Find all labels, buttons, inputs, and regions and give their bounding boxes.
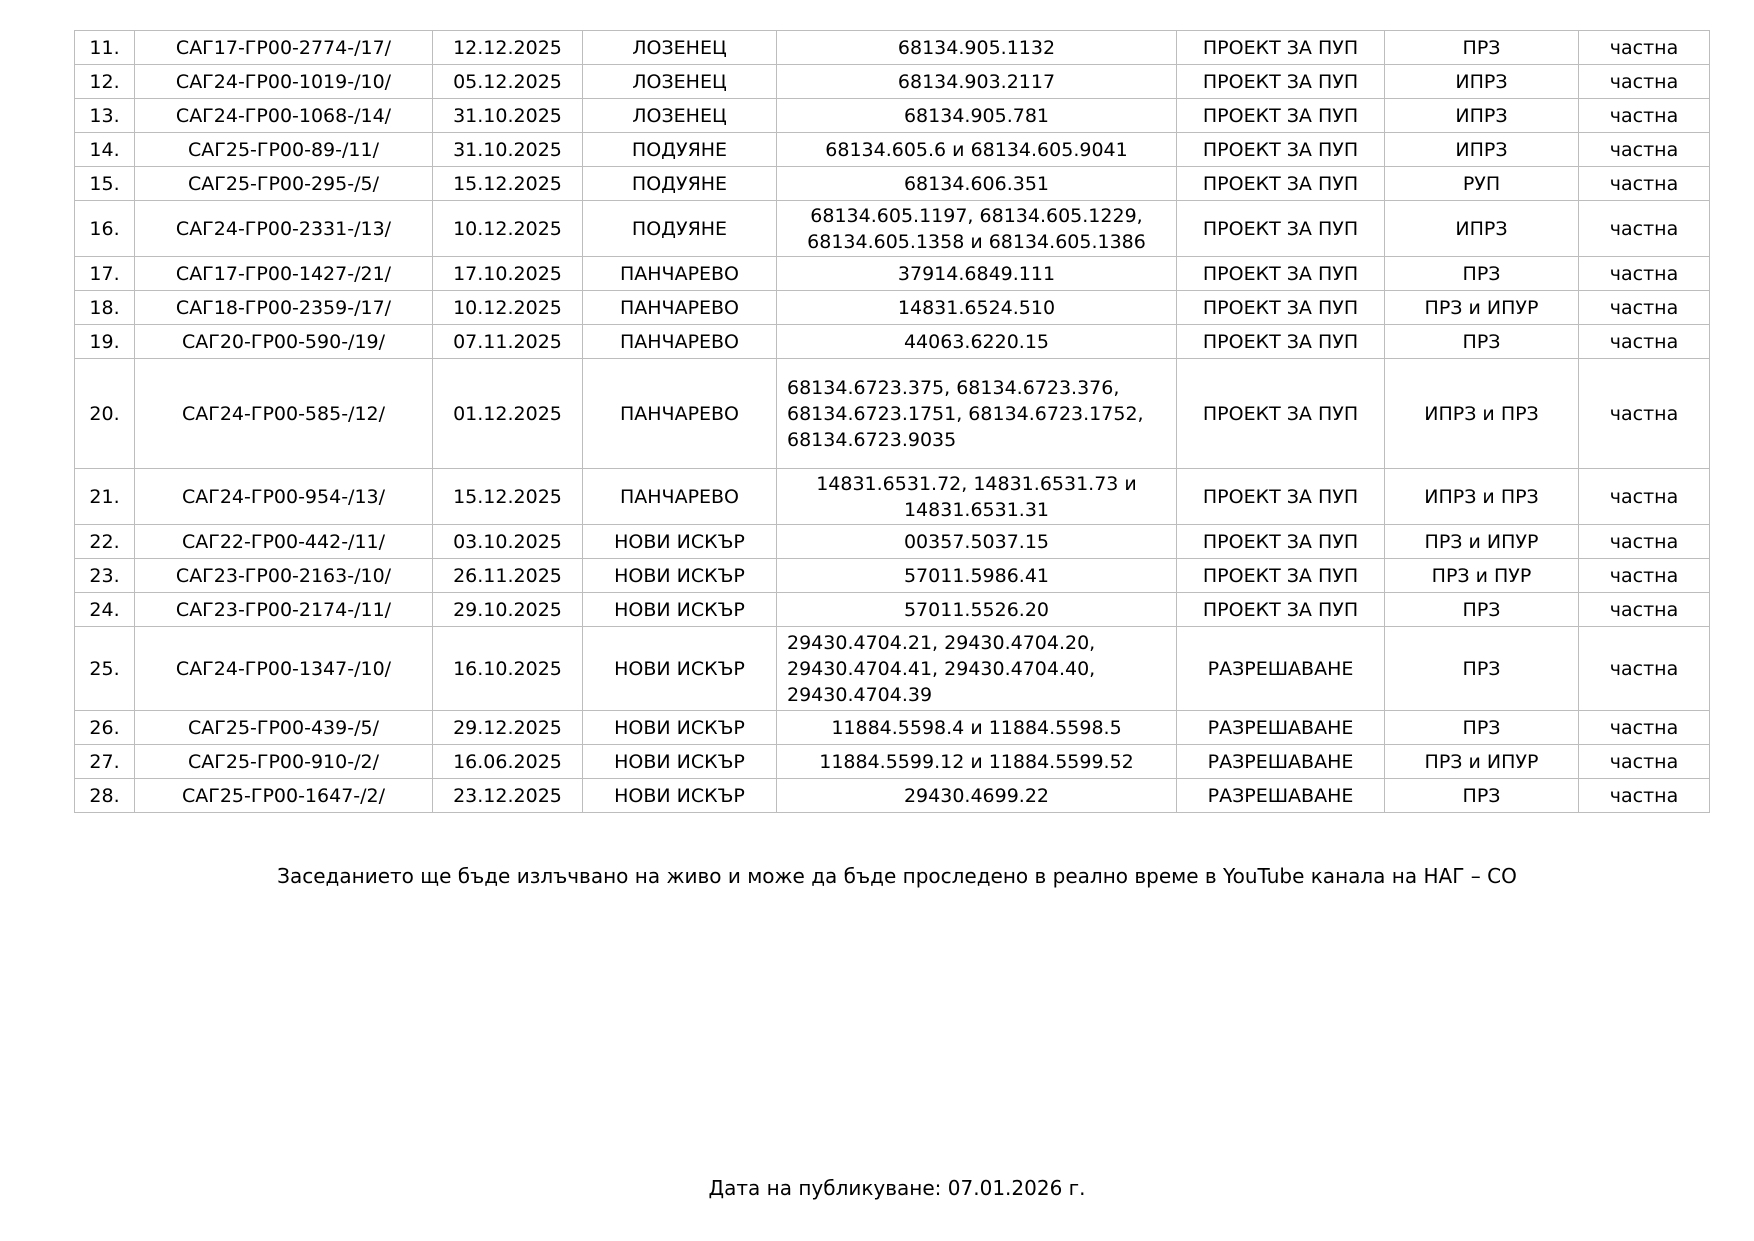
row-number-cell: 20. [75,359,135,469]
file-number-cell: САГ25-ГР00-439-/5/ [135,711,433,745]
table-row [75,291,1710,325]
date-cell: 29.12.2025 [433,711,583,745]
district-cell: ПАНЧАРЕВО [583,359,777,469]
ownership-cell: частна [1579,745,1710,779]
district-cell: НОВИ ИСКЪР [583,593,777,627]
ownership-cell: частна [1579,325,1710,359]
plot-line: 44063.6220.15 [903,330,1050,353]
table-row [75,745,1710,779]
plan-type-cell: ПРЗ [1385,779,1579,813]
row-number-cell: 11. [75,31,135,65]
plot-line: 14831.6531.31 [903,498,1050,521]
plots-cell [777,325,1177,359]
district-cell: НОВИ ИСКЪР [583,711,777,745]
district-cell: ПАНЧАРЕВО [583,291,777,325]
plot-line: 11884.5598.4 и 11884.5598.5 [831,716,1122,739]
publication-date: Дата на публикуване: 07.01.2026 г. [708,1176,1086,1200]
stage-cell: ПРОЕКТ ЗА ПУП [1177,291,1385,325]
table-row [75,627,1710,711]
plot-line: 68134.605.1358 и 68134.605.1386 [807,230,1146,253]
agenda-table [74,30,1710,813]
plot-line: 68134.6723.9035 [787,428,957,451]
date-cell: 29.10.2025 [433,593,583,627]
plan-type-cell: ПРЗ и ИПУР [1385,291,1579,325]
row-number-cell: 18. [75,291,135,325]
plan-type-cell: ПРЗ и ИПУР [1385,745,1579,779]
ownership-cell: частна [1579,167,1710,201]
ownership-cell: частна [1579,559,1710,593]
date-cell: 23.12.2025 [433,779,583,813]
plot-line: 68134.605.1197, 68134.605.1229, [810,204,1143,227]
table-row [75,325,1710,359]
district-cell: ПАНЧАРЕВО [583,257,777,291]
stage-cell: ПРОЕКТ ЗА ПУП [1177,257,1385,291]
row-number-cell: 23. [75,559,135,593]
plan-type-cell: РУП [1385,167,1579,201]
plot-line: 29430.4704.41, 29430.4704.40, [787,657,1096,680]
plot-line: 37914.6849.111 [897,262,1056,285]
ownership-cell: частна [1579,257,1710,291]
date-cell: 07.11.2025 [433,325,583,359]
stage-cell: ПРОЕКТ ЗА ПУП [1177,31,1385,65]
ownership-cell: частна [1579,133,1710,167]
row-number-cell: 14. [75,133,135,167]
plot-line: 29430.4704.39 [787,683,933,706]
stage-cell: ПРОЕКТ ЗА ПУП [1177,167,1385,201]
plan-type-cell: ПРЗ [1385,325,1579,359]
plots-cell [777,745,1177,779]
plots-cell [777,257,1177,291]
district-cell: НОВИ ИСКЪР [583,745,777,779]
file-number-cell: САГ18-ГР00-2359-/17/ [135,291,433,325]
file-number-cell: САГ24-ГР00-954-/13/ [135,469,433,525]
table-row [75,257,1710,291]
date-cell: 26.11.2025 [433,559,583,593]
row-number-cell: 25. [75,627,135,711]
date-cell: 15.12.2025 [433,469,583,525]
row-number-cell: 13. [75,99,135,133]
date-cell: 10.12.2025 [433,291,583,325]
stage-cell: РАЗРЕШАВАНЕ [1177,779,1385,813]
agenda-table-body [75,31,1710,813]
ownership-cell: частна [1579,469,1710,525]
file-number-cell: САГ25-ГР00-295-/5/ [135,167,433,201]
date-cell: 16.10.2025 [433,627,583,711]
plot-line: 68134.6723.375, 68134.6723.376, [787,376,1120,399]
stage-cell: ПРОЕКТ ЗА ПУП [1177,593,1385,627]
plot-line: 57011.5986.41 [903,564,1050,587]
table-row [75,31,1710,65]
plots-cell [777,99,1177,133]
row-number-cell: 17. [75,257,135,291]
row-number-cell: 15. [75,167,135,201]
plot-line: 00357.5037.15 [903,530,1050,553]
date-cell: 10.12.2025 [433,201,583,257]
stage-cell: ПРОЕКТ ЗА ПУП [1177,525,1385,559]
stage-cell: ПРОЕКТ ЗА ПУП [1177,469,1385,525]
row-number-cell: 27. [75,745,135,779]
plan-type-cell: ПРЗ [1385,257,1579,291]
plan-type-cell: ИПРЗ [1385,65,1579,99]
plot-line: 14831.6524.510 [897,296,1056,319]
file-number-cell: САГ23-ГР00-2163-/10/ [135,559,433,593]
table-row [75,133,1710,167]
plan-type-cell: ПРЗ [1385,627,1579,711]
table-row [75,65,1710,99]
stage-cell: ПРОЕКТ ЗА ПУП [1177,559,1385,593]
district-cell: НОВИ ИСКЪР [583,525,777,559]
table-row [75,99,1710,133]
plots-cell [777,711,1177,745]
ownership-cell: частна [1579,201,1710,257]
plan-type-cell: ИПРЗ и ПРЗ [1385,359,1579,469]
ownership-cell: частна [1579,627,1710,711]
plot-line: 57011.5526.20 [903,598,1050,621]
plots-cell [777,133,1177,167]
plan-type-cell: ПРЗ и ИПУР [1385,525,1579,559]
file-number-cell: САГ25-ГР00-910-/2/ [135,745,433,779]
table-row [75,559,1710,593]
stage-cell: ПРОЕКТ ЗА ПУП [1177,65,1385,99]
district-cell: ПАНЧАРЕВО [583,469,777,525]
stage-cell: ПРОЕКТ ЗА ПУП [1177,133,1385,167]
plots-cell [777,593,1177,627]
plan-type-cell: ИПРЗ [1385,133,1579,167]
plot-line: 68134.905.1132 [897,36,1056,59]
file-number-cell: САГ22-ГР00-442-/11/ [135,525,433,559]
file-number-cell: САГ25-ГР00-1647-/2/ [135,779,433,813]
plots-cell [777,469,1177,525]
row-number-cell: 28. [75,779,135,813]
ownership-cell: частна [1579,779,1710,813]
ownership-cell: частна [1579,593,1710,627]
district-cell: НОВИ ИСКЪР [583,779,777,813]
agenda-table-container [74,30,1709,813]
file-number-cell: САГ20-ГР00-590-/19/ [135,325,433,359]
plot-line: 29430.4699.22 [903,784,1050,807]
file-number-cell: САГ24-ГР00-585-/12/ [135,359,433,469]
district-cell: НОВИ ИСКЪР [583,627,777,711]
date-cell: 16.06.2025 [433,745,583,779]
plan-type-cell: ИПРЗ [1385,99,1579,133]
plot-line: 68134.903.2117 [897,70,1056,93]
file-number-cell: САГ17-ГР00-2774-/17/ [135,31,433,65]
table-row [75,525,1710,559]
plots-cell [777,627,1177,711]
stage-cell: ПРОЕКТ ЗА ПУП [1177,359,1385,469]
file-number-cell: САГ24-ГР00-2331-/13/ [135,201,433,257]
ownership-cell: частна [1579,711,1710,745]
plot-line: 68134.606.351 [903,172,1050,195]
ownership-cell: частна [1579,65,1710,99]
stage-cell: ПРОЕКТ ЗА ПУП [1177,99,1385,133]
row-number-cell: 12. [75,65,135,99]
plots-cell [777,779,1177,813]
plot-line: 14831.6531.72, 14831.6531.73 и [816,472,1137,495]
table-row [75,201,1710,257]
file-number-cell: САГ17-ГР00-1427-/21/ [135,257,433,291]
district-cell: ПОДУЯНЕ [583,167,777,201]
date-cell: 17.10.2025 [433,257,583,291]
plan-type-cell: ИПРЗ [1385,201,1579,257]
plot-line: 29430.4704.21, 29430.4704.20, [787,631,1096,654]
date-cell: 15.12.2025 [433,167,583,201]
date-cell: 12.12.2025 [433,31,583,65]
row-number-cell: 26. [75,711,135,745]
plan-type-cell: ПРЗ [1385,593,1579,627]
plot-line: 68134.6723.1751, 68134.6723.1752, [787,402,1144,425]
file-number-cell: САГ23-ГР00-2174-/11/ [135,593,433,627]
stage-cell: РАЗРЕШАВАНЕ [1177,745,1385,779]
date-cell: 05.12.2025 [433,65,583,99]
plan-type-cell: ИПРЗ и ПРЗ [1385,469,1579,525]
table-row [75,469,1710,525]
ownership-cell: частна [1579,525,1710,559]
file-number-cell: САГ24-ГР00-1068-/14/ [135,99,433,133]
ownership-cell: частна [1579,31,1710,65]
row-number-cell: 22. [75,525,135,559]
row-number-cell: 21. [75,469,135,525]
file-number-cell: САГ24-ГР00-1347-/10/ [135,627,433,711]
row-number-cell: 16. [75,201,135,257]
district-cell: ЛОЗЕНЕЦ [583,31,777,65]
district-cell: ПАНЧАРЕВО [583,325,777,359]
ownership-cell: частна [1579,359,1710,469]
date-cell: 03.10.2025 [433,525,583,559]
plots-cell [777,525,1177,559]
stage-cell: РАЗРЕШАВАНЕ [1177,711,1385,745]
plots-cell [777,359,1177,469]
district-cell: ПОДУЯНЕ [583,201,777,257]
table-row [75,779,1710,813]
table-row [75,167,1710,201]
plot-line: 68134.905.781 [903,104,1050,127]
file-number-cell: САГ25-ГР00-89-/11/ [135,133,433,167]
district-cell: ЛОЗЕНЕЦ [583,99,777,133]
table-row [75,711,1710,745]
broadcast-note: Заседанието ще бъде излъчвано на живо и може да бъде проследено в реално време в YouTube канала на НАГ – СО [277,864,1517,888]
date-cell: 31.10.2025 [433,133,583,167]
plots-cell [777,201,1177,257]
district-cell: НОВИ ИСКЪР [583,559,777,593]
row-number-cell: 24. [75,593,135,627]
plots-cell [777,65,1177,99]
plot-line: 11884.5599.12 и 11884.5599.52 [819,750,1134,773]
stage-cell: ПРОЕКТ ЗА ПУП [1177,201,1385,257]
plots-cell [777,559,1177,593]
plan-type-cell: ПРЗ [1385,31,1579,65]
plan-type-cell: ПРЗ [1385,711,1579,745]
ownership-cell: частна [1579,291,1710,325]
plan-type-cell: ПРЗ и ПУР [1385,559,1579,593]
row-number-cell: 19. [75,325,135,359]
table-row [75,593,1710,627]
district-cell: ПОДУЯНЕ [583,133,777,167]
date-cell: 31.10.2025 [433,99,583,133]
plot-line: 68134.605.6 и 68134.605.9041 [825,138,1128,161]
plots-cell [777,291,1177,325]
file-number-cell: САГ24-ГР00-1019-/10/ [135,65,433,99]
stage-cell: РАЗРЕШАВАНЕ [1177,627,1385,711]
ownership-cell: частна [1579,99,1710,133]
plots-cell [777,31,1177,65]
date-cell: 01.12.2025 [433,359,583,469]
table-row [75,359,1710,469]
stage-cell: ПРОЕКТ ЗА ПУП [1177,325,1385,359]
plots-cell [777,167,1177,201]
district-cell: ЛОЗЕНЕЦ [583,65,777,99]
